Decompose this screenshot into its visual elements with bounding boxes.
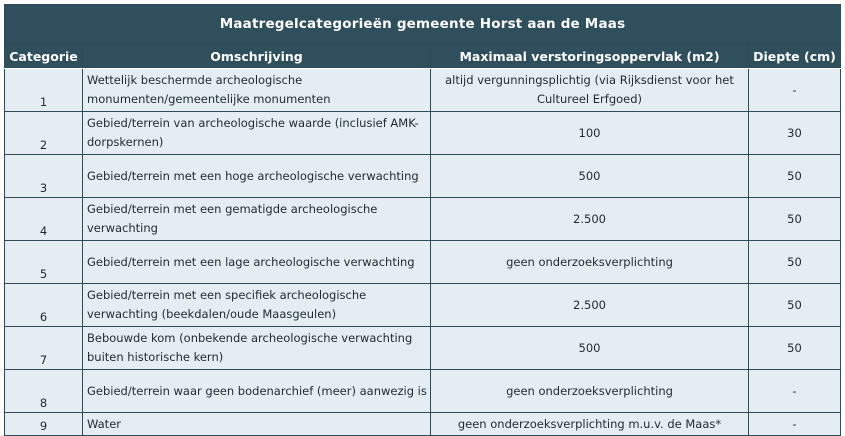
area-cell: geen onderzoeksverplichting — [431, 241, 749, 284]
table-row — [5, 69, 841, 112]
table-title: Maatregelcategorieën gemeente Horst aan de Maas — [5, 5, 841, 44]
area-cell: altijd vergunningsplichtig (via Rijksdienst voor het Cultureel Erfgoed) — [431, 69, 749, 112]
depth-cell: - — [749, 413, 841, 436]
area-cell: 500 — [431, 155, 749, 198]
area-cell: 500 — [431, 327, 749, 370]
table-row — [5, 327, 841, 370]
depth-cell: 50 — [749, 155, 841, 198]
area-cell: 2.500 — [431, 198, 749, 241]
category-cell: 8 — [5, 370, 83, 413]
category-cell: 9 — [5, 413, 83, 436]
depth-cell: 30 — [749, 112, 841, 155]
measures-table-container — [4, 4, 840, 436]
area-cell: geen onderzoeksverplichting m.u.v. de Maas* — [431, 413, 749, 436]
table-row — [5, 241, 841, 284]
header-depth: Diepte (cm) — [749, 44, 841, 69]
header-description: Omschrijving — [83, 44, 431, 69]
category-cell: 7 — [5, 327, 83, 370]
depth-cell: - — [749, 370, 841, 413]
description-cell: Bebouwde kom (onbekende archeologische verwachting buiten historische kern) — [83, 327, 431, 370]
header-category: Categorie — [5, 44, 83, 69]
description-cell: Gebied/terrein met een hoge archeologische verwachting — [83, 155, 431, 198]
category-cell: 5 — [5, 241, 83, 284]
description-cell: Gebied/terrein van archeologische waarde (inclusief AMK-dorpskernen) — [83, 112, 431, 155]
header-area: Maximaal verstoringsoppervlak (m2) — [431, 44, 749, 69]
description-cell: Gebied/terrein waar geen bodenarchief (meer) aanwezig is — [83, 370, 431, 413]
depth-cell: 50 — [749, 198, 841, 241]
table-row — [5, 198, 841, 241]
category-cell: 2 — [5, 112, 83, 155]
table-row — [5, 370, 841, 413]
category-cell: 1 — [5, 69, 83, 112]
description-cell: Water — [83, 413, 431, 436]
description-cell: Gebied/terrein met een specifiek archeologische verwachting (beekdalen/oude Maasgeulen) — [83, 284, 431, 327]
table-row — [5, 155, 841, 198]
area-cell: 2.500 — [431, 284, 749, 327]
area-cell: geen onderzoeksverplichting — [431, 370, 749, 413]
category-cell: 3 — [5, 155, 83, 198]
table-row — [5, 112, 841, 155]
description-cell: Gebied/terrein met een lage archeologische verwachting — [83, 241, 431, 284]
category-cell: 6 — [5, 284, 83, 327]
description-cell: Gebied/terrein met een gematigde archeologische verwachting — [83, 198, 431, 241]
category-cell: 4 — [5, 198, 83, 241]
table-row — [5, 413, 841, 436]
area-cell: 100 — [431, 112, 749, 155]
depth-cell: 50 — [749, 327, 841, 370]
depth-cell: - — [749, 69, 841, 112]
depth-cell: 50 — [749, 241, 841, 284]
title-row — [5, 5, 841, 44]
measures-table — [4, 4, 841, 436]
table-row — [5, 284, 841, 327]
depth-cell: 50 — [749, 284, 841, 327]
description-cell: Wettelijk beschermde archeologische monumenten/gemeentelijke monumenten — [83, 69, 431, 112]
header-row — [5, 44, 841, 69]
